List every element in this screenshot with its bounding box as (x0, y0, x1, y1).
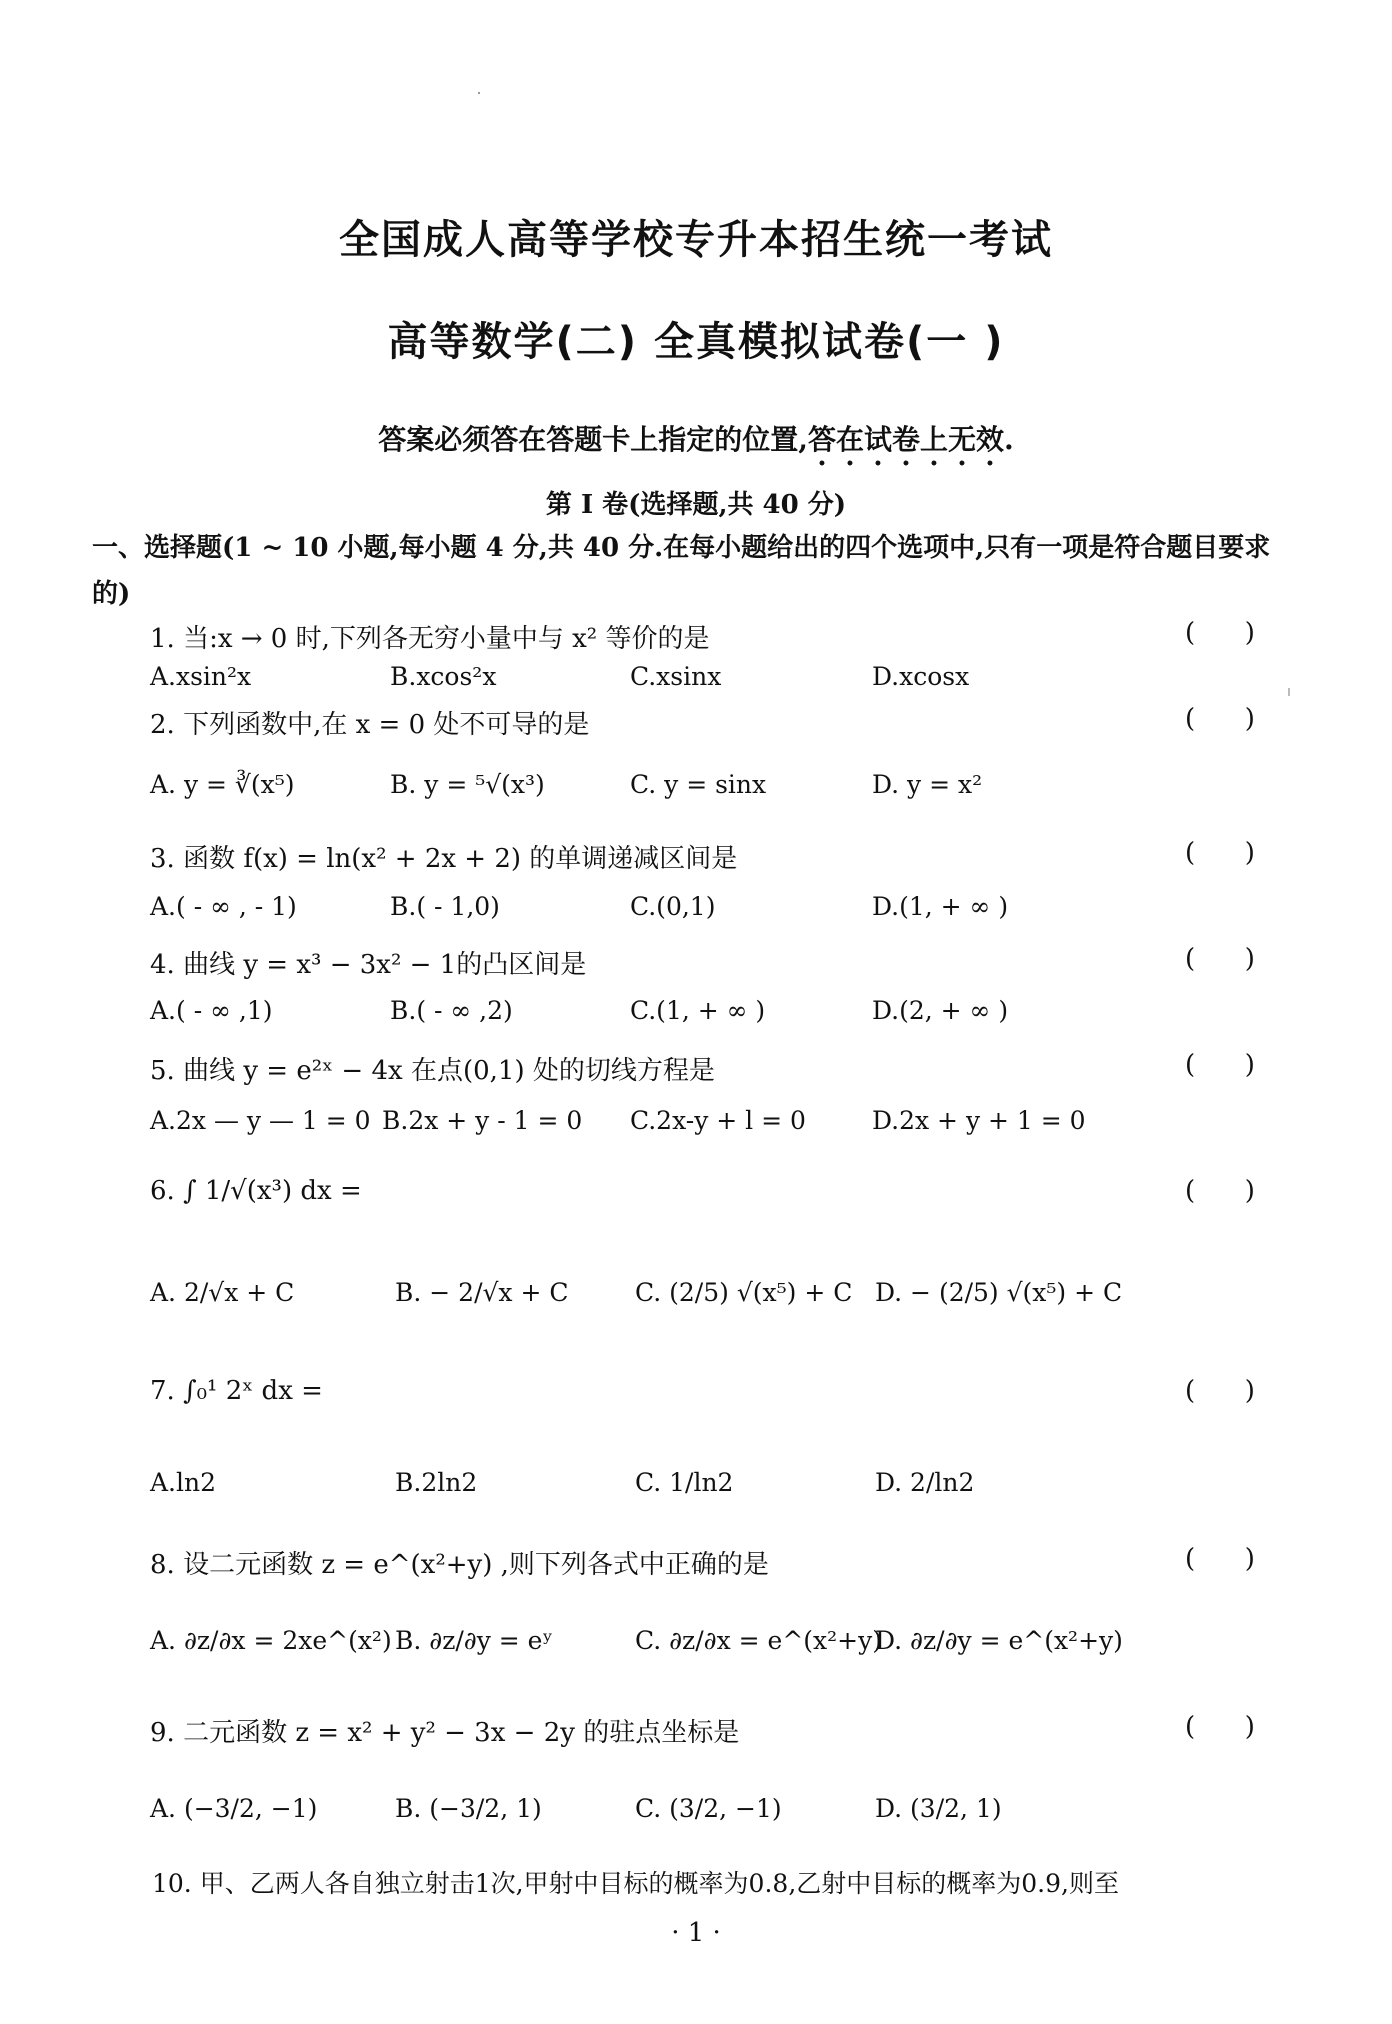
q2-option-a[interactable]: A. y = ∛(x⁵) (150, 770, 295, 799)
q9-option-d[interactable]: D. (3/2, 1) (875, 1794, 1002, 1823)
q4-option-a[interactable]: A.( - ∞ ,1) (150, 996, 273, 1025)
exam-title: 全国成人高等学校专升本招生统一考试 (339, 217, 1053, 263)
question-7: 7. ∫₀¹ 2ˣ dx = (150, 1376, 323, 1406)
q2-option-c[interactable]: C. y = sinx (630, 770, 767, 799)
question-9: 9. 二元函数 z = x² + y² − 3x − 2y 的驻点坐标是 (150, 1718, 740, 1748)
q7-option-a[interactable]: A.ln2 (150, 1468, 217, 1497)
exam-subtitle: 高等数学(二) 全真模拟试卷(一 ) (387, 319, 1005, 365)
question-5: 5. 曲线 y = e²ˣ − 4x 在点(0,1) 处的切线方程是 (150, 1056, 715, 1086)
q1-option-d[interactable]: D.xcosx (872, 662, 970, 691)
answer-paren-9[interactable]: ( ) (1185, 1712, 1255, 1742)
q4-option-c[interactable]: C.(1, + ∞ ) (630, 996, 766, 1025)
q7-option-b[interactable]: B.2ln2 (395, 1468, 478, 1497)
answer-paren-4[interactable]: ( ) (1185, 944, 1255, 974)
q3-option-a[interactable]: A.( - ∞ , - 1) (150, 892, 297, 921)
scan-speck (478, 92, 480, 94)
answer-paren-2[interactable]: ( ) (1185, 704, 1255, 734)
q5-option-b[interactable]: B.2x + y - 1 = 0 (382, 1106, 583, 1135)
q3-option-d[interactable]: D.(1, + ∞ ) (872, 892, 1009, 921)
q2-option-d[interactable]: D. y = x² (872, 770, 983, 799)
answer-paren-3[interactable]: ( ) (1185, 838, 1255, 868)
question-4: 4. 曲线 y = x³ − 3x² − 1的凸区间是 (150, 950, 587, 980)
q6-option-a[interactable]: A. 2/√x + C (150, 1278, 295, 1307)
q5-option-d[interactable]: D.2x + y + 1 = 0 (872, 1106, 1086, 1135)
question-6: 6. ∫ 1/√(x³) dx = (150, 1176, 362, 1206)
part-heading: 第 Ⅰ 卷(选择题,共 40 分) (545, 490, 847, 520)
notice-end: . (1004, 423, 1014, 456)
q3-option-b[interactable]: B.( - 1,0) (390, 892, 500, 921)
notice-main: 答案必须答在答题卡上指定的位置, (378, 423, 808, 456)
q8-option-a[interactable]: A. ∂z/∂x = 2xe^(x²) (150, 1626, 392, 1655)
question-10: 10. 甲、乙两人各自独立射击1次,甲射中目标的概率为0.8,乙射中目标的概率为0.9,则至 (152, 1869, 1119, 1898)
section-heading: 一、选择题(1 ~ 10 小题,每小题 4 分,共 40 分.在每小题给出的四个选项中,只有一项是符合题目要求的) (92, 533, 1271, 609)
q9-option-b[interactable]: B. (−3/2, 1) (395, 1794, 542, 1823)
q2-option-b[interactable]: B. y = ⁵√(x³) (390, 770, 545, 799)
q9-option-a[interactable]: A. (−3/2, −1) (150, 1794, 318, 1823)
scan-speck-edge (1288, 688, 1290, 696)
q5-option-c[interactable]: C.2x-y + l = 0 (630, 1106, 806, 1135)
answer-paren-8[interactable]: ( ) (1185, 1544, 1255, 1574)
q1-option-a[interactable]: A.xsin²x (150, 662, 252, 691)
question-8: 8. 设二元函数 z = e^(x²+y) ,则下列各式中正确的是 (150, 1550, 769, 1580)
answer-paren-6[interactable]: ( ) (1185, 1176, 1255, 1206)
answer-paren-7[interactable]: ( ) (1185, 1376, 1255, 1406)
q7-option-d[interactable]: D. 2/ln2 (875, 1468, 975, 1497)
q6-option-b[interactable]: B. − 2/√x + C (395, 1278, 569, 1307)
question-2: 2. 下列函数中,在 x = 0 处不可导的是 (150, 710, 590, 740)
q1-option-b[interactable]: B.xcos²x (390, 662, 497, 691)
q8-option-d[interactable]: D. ∂z/∂y = e^(x²+y) (875, 1626, 1123, 1655)
q5-option-a[interactable]: A.2x — y — 1 = 0 (150, 1106, 371, 1135)
q9-option-c[interactable]: C. (3/2, −1) (635, 1794, 782, 1823)
q8-option-c[interactable]: C. ∂z/∂x = e^(x²+y) (635, 1626, 882, 1655)
question-3: 3. 函数 f(x) = ln(x² + 2x + 2) 的单调递减区间是 (150, 844, 738, 874)
notice-emphasis: 答在试卷上无效 (807, 423, 1004, 456)
question-1: 1. 当:x → 0 时,下列各无穷小量中与 x² 等价的是 (150, 624, 710, 654)
answer-paren-5[interactable]: ( ) (1185, 1050, 1255, 1080)
q6-option-c[interactable]: C. (2/5) √(x⁵) + C (635, 1278, 853, 1307)
q3-option-c[interactable]: C.(0,1) (630, 892, 716, 921)
q4-option-d[interactable]: D.(2, + ∞ ) (872, 996, 1009, 1025)
q4-option-b[interactable]: B.( - ∞ ,2) (390, 996, 513, 1025)
page-number: · 1 · (671, 1918, 721, 1948)
q8-option-b[interactable]: B. ∂z/∂y = eʸ (395, 1626, 554, 1655)
answer-paren-1[interactable]: ( ) (1185, 618, 1255, 648)
answer-notice (0, 418, 1392, 472)
q1-option-c[interactable]: C.xsinx (630, 662, 722, 691)
q6-option-d[interactable]: D. − (2/5) √(x⁵) + C (875, 1278, 1123, 1307)
q7-option-c[interactable]: C. 1/ln2 (635, 1468, 734, 1497)
